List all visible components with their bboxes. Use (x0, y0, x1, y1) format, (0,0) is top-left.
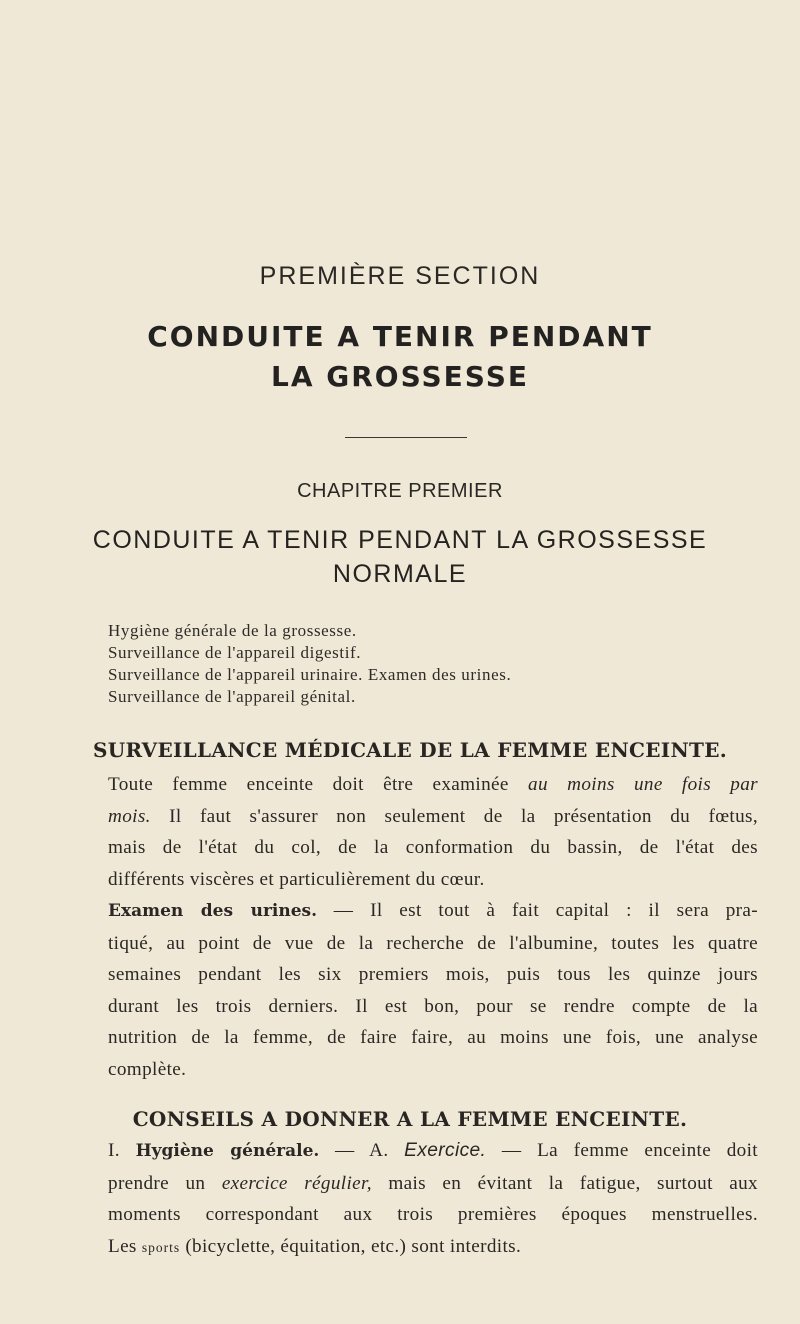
text-run: — Il est tout à fait capital : il sera pra- (317, 900, 758, 921)
text-line (108, 895, 758, 928)
chapter-summary (108, 620, 758, 708)
text-line (108, 1168, 758, 1200)
text-line (108, 1135, 758, 1168)
text-run: mais en évitant la fatigue, surtout aux (371, 1172, 758, 1194)
text-run: — La femme enceinte doit (486, 1140, 758, 1161)
summary-item: Surveillance de l'appareil génital. (108, 687, 356, 706)
text-run: Toute femme enceinte doit être examinée (108, 774, 528, 795)
emphasis-text: au moins une fois par (528, 774, 758, 795)
heading-surveillance: SURVEILLANCE MÉDICALE DE LA FEMME ENCEINTE. (92, 738, 728, 762)
subheading-text: Exercice. (404, 1140, 487, 1161)
text-line: semaines pendant les six premiers mois, puis tous les quinze jours (108, 964, 758, 986)
heading-conseils: CONSEILS A DONNER A LA FEMME ENCEINTE. (132, 1107, 688, 1131)
text-line: moments correspondant aux trois premières époques menstruelles. (108, 1204, 758, 1226)
run-in-heading: Hygiène générale. (135, 1141, 320, 1161)
emphasis-text: exercice régulier, (221, 1172, 372, 1194)
chapter-label: CHAPITRE PREMIER (297, 480, 503, 502)
text-line: complète. (108, 1058, 187, 1080)
text-line (108, 1231, 758, 1264)
summary-item: Hygiène générale de la grossesse. (108, 621, 357, 640)
text-run: prendre un (108, 1172, 222, 1194)
chapter-title-line-2: NORMALE (332, 560, 468, 588)
text-run: — A. (319, 1140, 405, 1161)
text-line: tiqué, au point de vue de la recherche de l'albumine, toutes les quatre (108, 932, 758, 954)
small-caps-text: sports (141, 1239, 181, 1255)
paragraph-examen-urines (108, 895, 758, 1086)
text-run: I. (108, 1140, 136, 1161)
text-line (108, 769, 758, 801)
section-title: PREMIÈRE SECTION (259, 262, 541, 290)
main-title-line-1: CONDUITE A TENIR PENDANT (147, 320, 653, 353)
main-title-line-2: LA GROSSESSE (270, 360, 529, 393)
paragraph-hygiene-generale (108, 1135, 758, 1263)
emphasis-text: mois. (108, 805, 151, 827)
text-line: nutrition de la femme, de faire faire, au moins une fois, une analyse (108, 1027, 758, 1049)
text-run: Les (108, 1235, 142, 1257)
paragraph-surveillance (108, 769, 758, 895)
summary-item: Surveillance de l'appareil urinaire. Examen des urines. (108, 665, 512, 684)
separator-rule (345, 437, 467, 438)
run-in-heading: Examen des urines. (108, 901, 318, 921)
text-line: durant les trois derniers. Il est bon, pour se rendre compte de la (108, 995, 758, 1017)
summary-item: Surveillance de l'appareil digestif. (108, 643, 362, 662)
text-run: (bicyclette, équitation, etc.) sont interdits. (180, 1235, 522, 1257)
text-line (108, 801, 758, 833)
text-line: différents viscères et particulièrement du cœur. (108, 868, 485, 890)
text-run: Il faut s'assurer non seulement de la présentation du fœtus, (150, 805, 758, 827)
chapter-title-line-1: CONDUITE A TENIR PENDANT LA GROSSESSE (92, 526, 708, 554)
text-line: mais de l'état du col, de la conformation du bassin, de l'état des (108, 837, 758, 859)
